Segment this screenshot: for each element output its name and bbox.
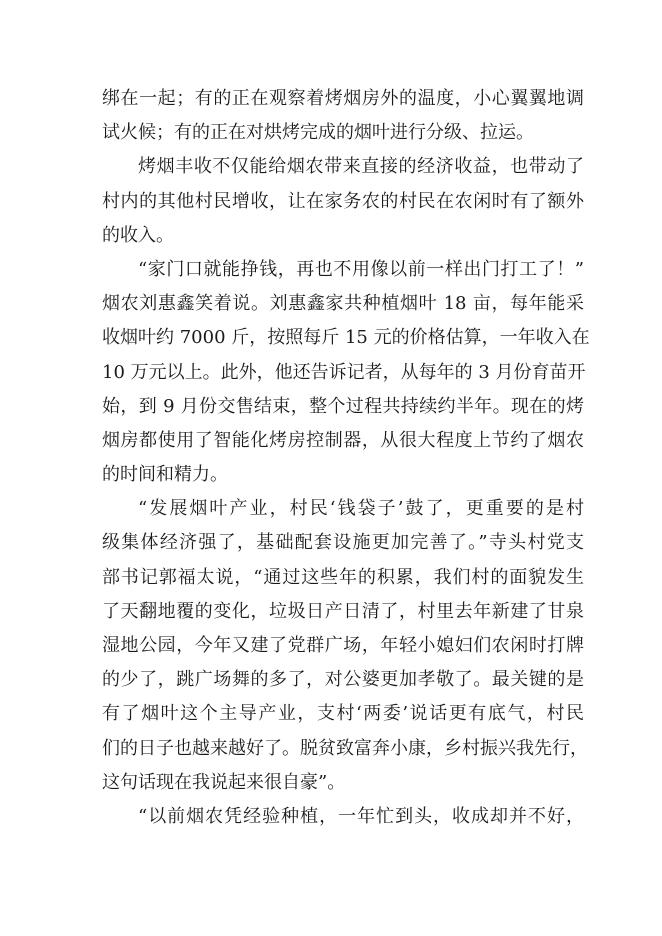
- text-line-6: “家门口就能挣钱，再也不用像以前一样出门打工了！”: [138, 258, 584, 280]
- text-line-12: 的时间和精力。: [102, 464, 228, 486]
- text-line-17: 湿地公园，今年又建了党群广场，年轻小媳妇们农闲时打牌: [102, 635, 584, 656]
- text-line-15: 部书记郭福太说，“通过这些年的积累，我们村的面貌发生: [102, 566, 584, 588]
- text-line-13: “发展烟叶产业，村民‘钱袋子’鼓了，更重要的是村: [138, 498, 584, 520]
- text-line-9: 10 万元以上。此外，他还告诉记者，从每年的 3 月份育苗开: [102, 361, 586, 383]
- text-line-20: 们的日子也越来越好了。脱贫致富奔小康，乡村振兴我先行，: [102, 737, 588, 759]
- text-line-2: 试火候；有的正在对烘烤完成的烟叶进行分级、拉运。: [102, 122, 534, 144]
- text-line-4: 村内的其他村民增收，让在家务农的村民在农闲时有了额外: [102, 190, 584, 212]
- text-line-10: 始，到 9 月份交售结束，整个过程共持续约半年。现在的烤: [102, 395, 584, 417]
- text-line-1: 绑在一起；有的正在观察着烤烟房外的温度，小心翼翼地调: [102, 88, 584, 109]
- text-line-21: 这句话现在我说起来很自豪”。: [102, 771, 346, 793]
- text-line-14: 级集体经济强了，基础配套设施更加完善了。”寺头村党支: [102, 532, 584, 554]
- text-line-16: 了天翻地覆的变化，垃圾日产日清了，村里去年新建了甘泉: [102, 600, 584, 622]
- article-body: [102, 82, 590, 834]
- text-line-19: 有了烟叶这个主导产业，支村‘两委’说话更有底气，村民: [102, 703, 584, 725]
- text-line-8: 收烟叶约 7000 斤，按照每斤 15 元的价格估算，一年收入在: [102, 327, 590, 349]
- text-line-11: 烟房都使用了智能化烤房控制器，从很大程度上节约了烟农: [102, 429, 584, 451]
- text-line-22: “以前烟农凭经验种植，一年忙到头，收成却并不好，: [138, 805, 584, 827]
- text-line-18: 的少了，跳广场舞的多了，对公婆更加孝敬了。最关键的是: [102, 669, 584, 691]
- text-line-5: 的收入。: [102, 224, 174, 246]
- text-line-3: 烤烟丰收不仅能给烟农带来直接的经济收益，也带动了: [138, 156, 584, 178]
- text-line-7: 烟农刘惠鑫笑着说。刘惠鑫家共种植烟叶 18 亩，每年能采: [102, 293, 584, 315]
